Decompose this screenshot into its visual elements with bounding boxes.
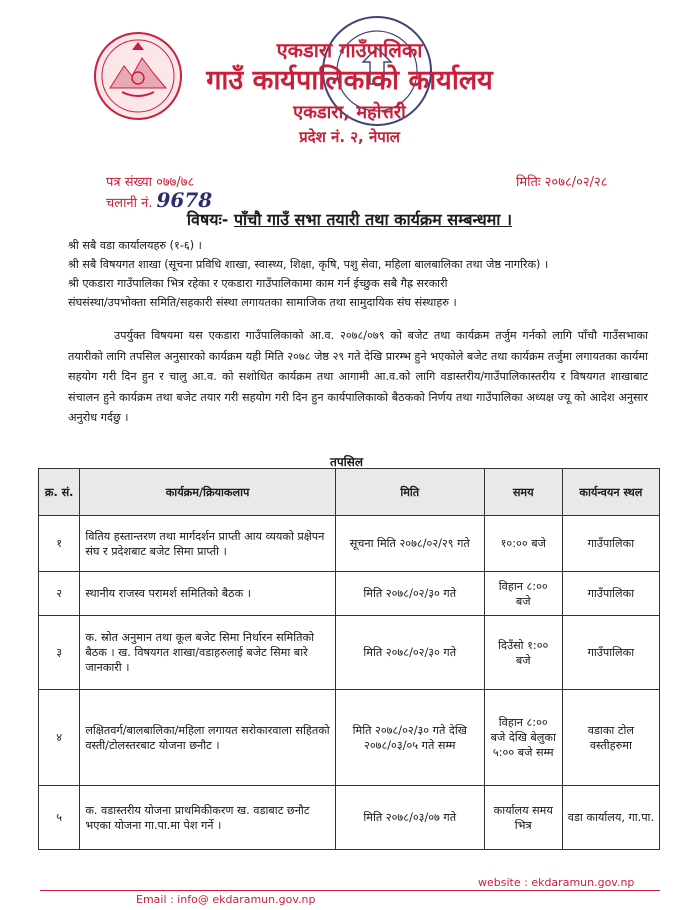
letterhead-municipality: एकडारा गाउँपालिका [276,38,423,62]
cell-place: वडा कार्यालय, गा.पा. [562,786,659,850]
cell-place: गाउँपालिका [562,516,659,572]
header-date: मिति [335,469,484,516]
recipient-line: श्री एकडारा गाउँपालिका भित्र रहेका र एकडारा गाउँपालिकामा काम गर्न ईच्छुक सबै गैह्र सरकारी [68,277,448,290]
letterhead-province: प्रदेश नं. २, नेपाल [299,128,400,146]
cell-time: विहान ८:०० बजे देखि बेलुका ५:०० बजे सम्म [484,690,562,786]
letter-body [68,326,648,429]
recipient-line: संघसंस्था/उपभोक्ता समिति/सहकारी संस्था लगायतका सामाजिक तथा सामुदायिक संघ संस्थाहरु । [68,296,457,309]
dispatch-label: चलानी नं. [106,196,153,211]
cell-time: १०:०० बजे [484,516,562,572]
dispatch-value: 9678 [156,188,213,212]
recipient-line: श्री सबै वडा कार्यालयहरु (१-६) । [68,239,202,252]
cell-sn: १ [39,516,80,572]
body-paragraph: उपर्युक्त विषयमा यस एकडारा गाउँपालिकाको आ.व. २०७८/०७९ को बजेट तथा कार्यक्रम तर्जुम गर्नको लागि पाँचौ गाउँसभाका तयारीको लागि तपसिल अनुसारको कार्यक्रम यही मिति २०७८ जेष्ठ २९ गते देखि प्रारम्भ हुने भएकोले बजेट तथा कार्यक्रम तर्जुमा लगायतका कार्यमा सहयोग गरी दिन हुन र चालु आ.व. को सशोधित कार्यक्रम तथा आगामी आ.व.को लागि वडास्तरीय/गाउँपालिकास्तरीय र विषयगत शाखाबाट संचालन हुने कार्यक्रम तथा बजेट तयार गरी सहयोग गरी दिन हुन कार्यपालिकाको बैठकको निर्णय तथा गाउँपालिका अध्यक्ष ज्यू को आदेश अनुसार अनुरोध गर्दछु । [68,329,648,424]
header-time: समय [484,469,562,516]
cell-sn: ५ [39,786,80,850]
schedule-table [38,468,660,850]
header-activity: कार्यक्रम/क्रियाकलाप [80,469,335,516]
cell-date: मिति २०७८/०२/३० गते [335,616,484,690]
letter-number: पत्र संख्या ०७७/७८ [106,175,195,190]
cell-time: विहान ८:०० बजे [484,572,562,616]
cell-activity: क. स्रोत अनुमान तथा कूल बजेट सिमा निर्धारन समितिको बैठक । ख. विषयगत शाखा/वडाहरुलाई बजेट सिमा बारे जानकारी । [80,616,335,690]
table-row [39,516,660,572]
cell-activity: स्थानीय राजस्व परामर्श समितिको बैठक । [80,572,335,616]
header-place: कार्यन्वयन स्थल [562,469,659,516]
recipient-line: श्री सबै विषयगत शाखा (सूचना प्रविधि शाखा, स्वास्थ्य, शिक्षा, कृषि, पशु सेवा, महिला बालबालिका तथा जेष्ठ नागरिक) । [68,258,549,271]
cell-activity: वितिय हस्तान्तरण तथा मार्गदर्शन प्राप्ती आय व्ययको प्रक्षेपन संघ र प्रदेशबाट बजेट सिमा प्राप्ती । [80,516,335,572]
table-row [39,572,660,616]
table-caption: तपसिल [330,455,364,469]
cell-date: मिति २०७८/०३/०७ गते [335,786,484,850]
footer-email[interactable]: Email : info@ ekdaramun.gov.np [136,893,316,906]
subject-label: विषयः- [186,210,229,229]
table-row [39,616,660,690]
header-sn: क्र. सं. [39,469,80,516]
cell-sn: ४ [39,690,80,786]
cell-place: वडाका टोल वस्तीहरुमा [562,690,659,786]
cell-place: गाउँपालिका [562,616,659,690]
table-header-row [39,469,660,516]
subject-line [0,208,699,230]
cell-time: दिउँसो १:०० बजे [484,616,562,690]
table-row [39,786,660,850]
cell-activity: क. वडास्तरीय योजना प्राथमिकीकरण ख. वडाबाट छनौट भएका योजना गा.पा.मा पेश गर्ने । [80,786,335,850]
cell-place: गाउँपालिका [562,572,659,616]
cell-date: सूचना मिति २०७८/०२/२९ गते [335,516,484,572]
subject-text: पाँचौ गाउँ सभा तयारी तथा कार्यक्रम सम्बन्धमा । [233,210,513,229]
cell-time: कार्यालय समय भित्र [484,786,562,850]
table-row [39,690,660,786]
cell-sn: २ [39,572,80,616]
letterhead-address: एकडारा, महोत्तरी [293,102,406,123]
cell-date: मिति २०७८/०२/३० गते [335,572,484,616]
letterhead-office: गाउँ कार्यपालिकाको कार्यालय [206,65,493,96]
letter-date: मितिः २०७८/०२/२८ [516,175,608,190]
footer-website[interactable]: website : ekdaramun.gov.np [478,876,635,889]
footer-divider [40,890,660,891]
cell-activity: लक्षितवर्ग/बालबालिका/महिला लगायत सरोकारवाला सहितको वस्ती/टोलस्तरबाट योजना छनौट । [80,690,335,786]
cell-date: मिति २०७८/०२/३० गते देखि २०७८/०३/०५ गते सम्म [335,690,484,786]
recipients-block [68,236,648,312]
cell-sn: ३ [39,616,80,690]
